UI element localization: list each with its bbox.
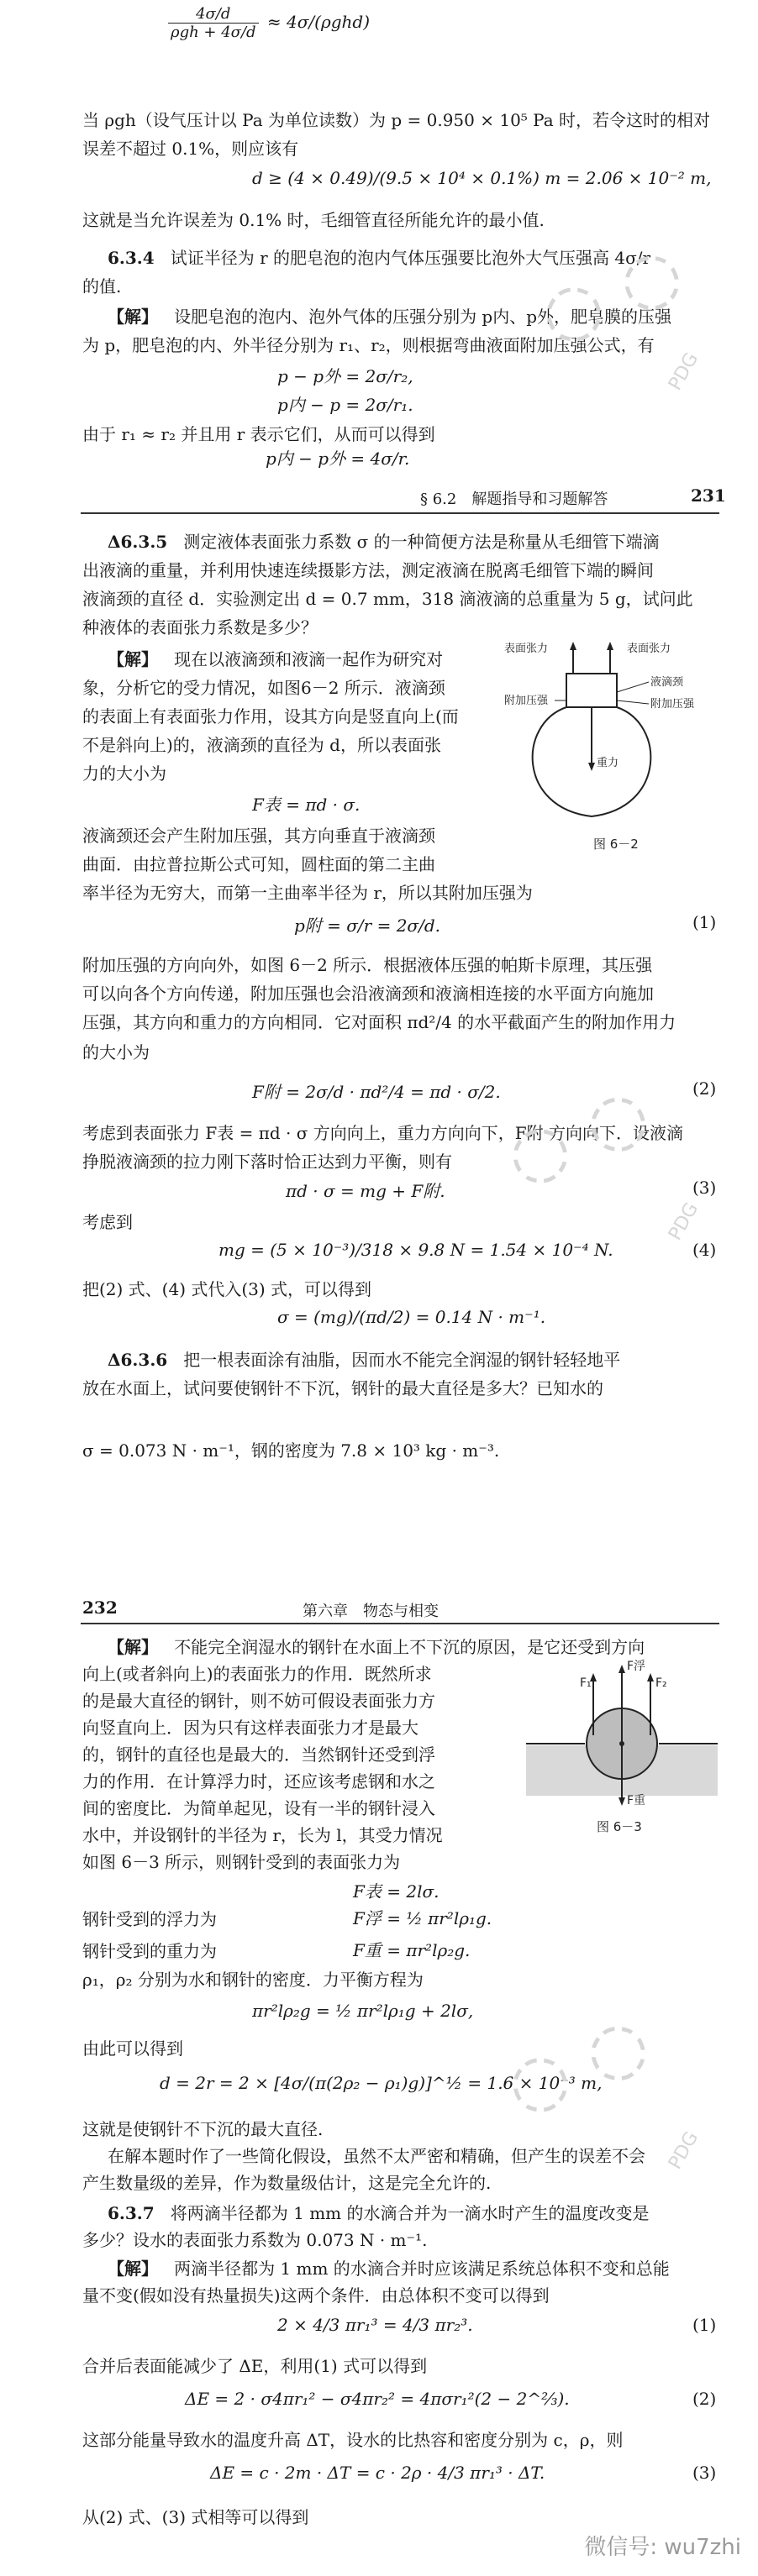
question-number: 6.3.7 xyxy=(108,2203,155,2223)
solution-text: 两滴半径都为 1 mm 的水滴合并时应该满足系统总体积不变和总能 xyxy=(174,2259,670,2279)
question-number: 6.3.4 xyxy=(108,248,155,268)
watermark: ◌ ◌ xyxy=(527,228,694,359)
equation-e: d = 2r = 2 × [4σ/(π(2ρ₂ − ρ₁)g)]^½ = 1.6 × 10⁻³ m, xyxy=(160,2073,603,2093)
solution-line: 象，分析它的受力情况，如图6－2 所示．液滴颈 xyxy=(82,678,445,698)
header-rule xyxy=(81,512,719,514)
fig-label-gravity: 重力 xyxy=(597,757,619,769)
wechat-brand-label: 微信号: wu7zhi xyxy=(584,2535,741,2560)
solution-line: 把(2) 式、(4) 式代入(3) 式，可以得到 xyxy=(82,1279,372,1299)
droplet-neck-shape xyxy=(566,674,617,707)
page-2 xyxy=(0,472,758,1409)
pressure-leader-line xyxy=(617,700,649,704)
equation-c: p内 − p外 = 4σ/r. xyxy=(266,449,410,469)
solution-line: 液滴颈还会产生附加压强，其方向垂直于液滴颈 xyxy=(82,826,435,846)
question-line: 种液体的表面张力系数是多少？ xyxy=(82,617,318,637)
fig-label-extra-pressure-right: 附加压强 xyxy=(650,698,695,711)
solution-line: 水中，并设钢针的半径为 r，长为 l，其受力情况 xyxy=(82,1825,443,1845)
watermark-text: PDG xyxy=(664,349,703,395)
page-number: 232 xyxy=(82,1598,118,1618)
solution-line: 压强，其方向和重力的方向相同．它对面积 πd²/4 的水平截面产生的附加作用力 xyxy=(82,1012,676,1032)
question-text: 将两滴半径都为 1 mm 的水滴合并为一滴水时产生的温度改变是 xyxy=(170,2203,650,2223)
arrowhead xyxy=(647,1673,654,1681)
solution-line: 由此可以得到 xyxy=(82,2038,183,2059)
solution-line: 考虑到 xyxy=(82,1212,133,1232)
solution-line xyxy=(108,645,443,674)
question-text: 测定液体表面张力系数 σ 的一种简便方法是称量从毛细管下端滴 xyxy=(183,532,660,552)
fig-label-surface-tension-left: 表面张力 xyxy=(504,643,549,655)
equation-number: (2) xyxy=(692,2389,717,2409)
equation-number: (4) xyxy=(692,1240,717,1260)
arrowhead xyxy=(619,1665,625,1673)
running-header: § 6.2 解题指导和习题解答 xyxy=(420,491,608,508)
solution-label: 【解】 xyxy=(108,2259,158,2279)
fig-label-buoyancy: F浮 xyxy=(627,1660,646,1673)
question-line: 出液滴的重量，并利用快速连续摄影方法，测定液滴在脱离毛细管下端的瞬间 xyxy=(82,560,654,580)
equation-top xyxy=(165,5,370,41)
page-1 xyxy=(0,0,758,472)
solution-line: 这就是使钢针不下沉的最大直径. xyxy=(82,2119,324,2139)
watermark: ◌ ◌ xyxy=(493,1069,661,1200)
solution-label: 【解】 xyxy=(108,1637,158,1657)
question-6-3-7 xyxy=(108,2199,650,2227)
fig-label-surface-tension-right: 表面张力 xyxy=(627,643,671,655)
equation-b: p内 − p = 2σ/r₁. xyxy=(277,395,413,415)
paragraph-line: 当 ρgh（设气压计以 Pa 为单位读数）为 p = 0.950 × 10⁵ Pa 时，若令这时的相对 xyxy=(82,110,711,130)
neck-leader-line xyxy=(617,682,649,692)
fig-label-gravity: F重 xyxy=(627,1794,646,1807)
solution-line: 考虑到表面张力 F表 = πd · σ 方向向上，重力方向向下，F附 方向向下．设液滴 xyxy=(82,1123,683,1143)
page-number: 231 xyxy=(691,485,726,506)
solution-line: 力的作用．在计算浮力时，还应该考虑钢和水之 xyxy=(82,1771,435,1792)
equation-number: (3) xyxy=(692,1178,717,1198)
equation-1: 2 × 4/3 πr₁³ = 4/3 πr₂³. xyxy=(277,2315,473,2335)
question-number: Δ6.3.5 xyxy=(108,532,168,552)
figure-6-3 xyxy=(521,1653,723,1838)
equation-3: ΔE = c · 2m · ΔT = c · 2ρ · 4/3 πr₁³ · ΔT. xyxy=(210,2463,545,2483)
equation-a: p − p外 = 2σ/r₂, xyxy=(277,366,413,386)
equation-4: mg = (5 × 10⁻³)/318 × 9.8 N = 1.54 × 10⁻⁴ N. xyxy=(218,1240,613,1260)
solution-line: 间的密度比．为简单起见，设有一半的钢针浸入 xyxy=(82,1798,435,1818)
question-text: 把一根表面涂有油脂，因而水不能完全润湿的钢针轻轻地平 xyxy=(183,1350,621,1370)
running-header: 第六章 物态与相变 xyxy=(303,1603,439,1620)
solution-line: 从(2) 式、(3) 式相等可以得到 xyxy=(82,2507,309,2527)
equation-c: F重 = πr²lρ₂g. xyxy=(353,1940,471,1960)
solution-line: 的大小为 xyxy=(82,1042,150,1062)
solution-line: 可以向各个方向传递，附加压强也会沿液滴颈和液滴相连接的水平面方向施加 xyxy=(82,984,654,1004)
equation-f: F表 = πd · σ. xyxy=(252,795,361,815)
fig-label-extra-pressure-left: 附加压强 xyxy=(504,695,549,707)
equation-2: ΔE = 2 · σ4πr₁² − σ4πr₂² = 4πσr₁²(2 − 2^⅔). xyxy=(185,2389,570,2409)
solution-text: 现在以液滴颈和液滴一起作为研究对 xyxy=(174,649,444,669)
question-line: σ = 0.073 N · m⁻¹，钢的密度为 7.8 × 10³ kg · m⁻³. xyxy=(82,1440,500,1461)
fig-caption: 图 6－3 xyxy=(597,1819,642,1834)
watermark-text: PDG xyxy=(664,1199,703,1245)
equation-number: (1) xyxy=(692,2315,717,2335)
question-6-3-6 xyxy=(108,1346,620,1374)
solution-line: 为 p，肥皂泡的内、外半径分别为 r₁、r₂，则根据弯曲液面附加压强公式，有 xyxy=(82,335,655,355)
solution-line: 在解本题时作了一些简化假设，虽然不太严密和精确，但产生的误差不会 xyxy=(108,2146,645,2166)
question-line: 放在水面上，试问要使钢针不下沉，钢针的最大直径是多大？已知水的 xyxy=(82,1378,603,1398)
equation-d: πr²lρ₂g = ½ πr²lρ₁g + 2lσ, xyxy=(252,2001,474,2021)
solution-line: 这部分能量导致水的温度升高 ΔT，设水的比热容和密度分别为 c，ρ，则 xyxy=(82,2430,624,2450)
header-rule xyxy=(81,1623,719,1624)
equation-2: F附 = 2σ/d · πd²/4 = πd · σ/2. xyxy=(252,1082,501,1102)
arrowhead xyxy=(570,642,576,650)
solution-line: 钢针受到的重力为 xyxy=(82,1941,217,1961)
solution-line: 量不变(假如没有热量损失)这两个条件．由总体积不变可以得到 xyxy=(82,2285,550,2306)
eq-top-rhs: ≈ 4σ/(ρghd) xyxy=(266,12,371,32)
solution-line: 曲面．由拉普拉斯公式可知，圆柱面的第二主曲 xyxy=(82,854,435,874)
solution-line: 合并后表面能减少了 ΔE，利用(1) 式可以得到 xyxy=(82,2356,428,2376)
question-number: Δ6.3.6 xyxy=(108,1350,168,1370)
equation-b: F浮 = ½ πr²lρ₁g. xyxy=(353,1908,492,1928)
equation-number: (2) xyxy=(692,1078,717,1099)
solution-line: 钢针受到的浮力为 xyxy=(82,1909,217,1929)
question-line: 多少？设水的表面张力系数为 0.073 N · m⁻¹. xyxy=(82,2230,428,2250)
solution-line: 的，钢针的直径也是最大的．当然钢针还受到浮 xyxy=(82,1744,435,1765)
solution-label: 【解】 xyxy=(108,307,158,327)
solution-line: 向竖直向上．因为只有这样表面张力才是最大 xyxy=(82,1718,418,1738)
equation-d: d ≥ (4 × 0.49)/(9.5 × 10⁴ × 0.1%) m = 2.06 × 10⁻² m, xyxy=(252,168,712,188)
watermark: ◌ ◌ xyxy=(493,1998,661,2129)
solution-text: 不能完全润湿水的钢针在水面上不下沉的原因，是它还受到方向 xyxy=(174,1637,645,1657)
fig-label-f1: F₁ xyxy=(580,1676,592,1690)
solution-text: 设肥皂泡的泡内、泡外气体的压强分别为 p内、p外，肥皂膜的压强 xyxy=(174,307,672,327)
page-3 xyxy=(0,1586,758,2576)
solution-line: 率半径为无穷大，而第一主曲率半径为 r，所以其附加压强为 xyxy=(82,883,533,903)
eq-top-denominator: ρgh + 4σ/d xyxy=(171,24,256,41)
equation-1: p附 = σ/r = 2σ/d. xyxy=(294,916,440,936)
arrowhead xyxy=(607,642,613,650)
question-text: 试证半径为 r 的肥皂泡的泡内气体压强要比泡外大气压强高 4σ/r xyxy=(170,248,651,268)
solution-line: 由于 r₁ ≈ r₂ 并且用 r 表示它们，从而可以得到 xyxy=(82,424,435,444)
paragraph-line: 这就是当允许误差为 0.1% 时，毛细管直径所能允许的最小值. xyxy=(82,210,545,230)
solution-line: 向上(或者斜向上)的表面张力的作用．既然所求 xyxy=(82,1664,432,1684)
solution-line xyxy=(108,2254,670,2283)
solution-label: 【解】 xyxy=(108,649,158,669)
solution-line: 力的大小为 xyxy=(82,763,166,784)
eq-top-numerator: 4σ/d xyxy=(168,5,259,24)
equation-number: (3) xyxy=(692,2463,717,2483)
solution-line: 不是斜向上)的，液滴颈的直径为 d，所以表面张 xyxy=(82,735,441,755)
equation-a: F表 = 2lσ. xyxy=(353,1881,440,1902)
equation-3: πd · σ = mg + F附. xyxy=(286,1181,445,1201)
solution-line: 附加压强的方向向外，如图 6－2 所示．根据液体压强的帕斯卡原理，其压强 xyxy=(82,955,653,975)
question-6-3-5 xyxy=(108,527,660,556)
question-text-cont: 的值. xyxy=(82,276,122,296)
solution-line: 产生数量级的差异，作为数量级估计，这是完全允许的. xyxy=(82,2173,492,2193)
arrowhead xyxy=(619,1797,625,1806)
equation-5: σ = (mg)/(πd/2) = 0.14 N · m⁻¹. xyxy=(277,1307,546,1327)
watermark-text: PDG xyxy=(664,2127,703,2174)
solution-line: 挣脱液滴颈的拉力刚下落时恰正达到力平衡，则有 xyxy=(82,1152,452,1172)
solution-line: 的是最大直径的钢针，则不妨可假设表面张力方 xyxy=(82,1691,435,1711)
paragraph-line: 误差不超过 0.1%，则应该有 xyxy=(82,139,299,159)
arrowhead xyxy=(588,763,595,771)
solution-line: 如图 6－3 所示，则钢针受到的表面张力为 xyxy=(82,1852,401,1872)
equation-number: (1) xyxy=(692,912,717,932)
question-line: 液滴颈的直径 d．实验测定出 d = 0.7 mm，318 滴液滴的总重量为 5 g，试问此 xyxy=(82,589,693,609)
solution-line: ρ₁，ρ₂ 分别为水和钢针的密度．力平衡方程为 xyxy=(82,1970,424,1990)
figure-6-2 xyxy=(501,640,721,867)
fig-label-f2: F₂ xyxy=(655,1676,667,1690)
fig-caption: 图 6－2 xyxy=(593,837,639,852)
solution-line: 的表面上有表面张力作用，设其方向是竖直向上(而 xyxy=(82,706,459,727)
fig-label-neck: 液滴颈 xyxy=(650,676,684,689)
